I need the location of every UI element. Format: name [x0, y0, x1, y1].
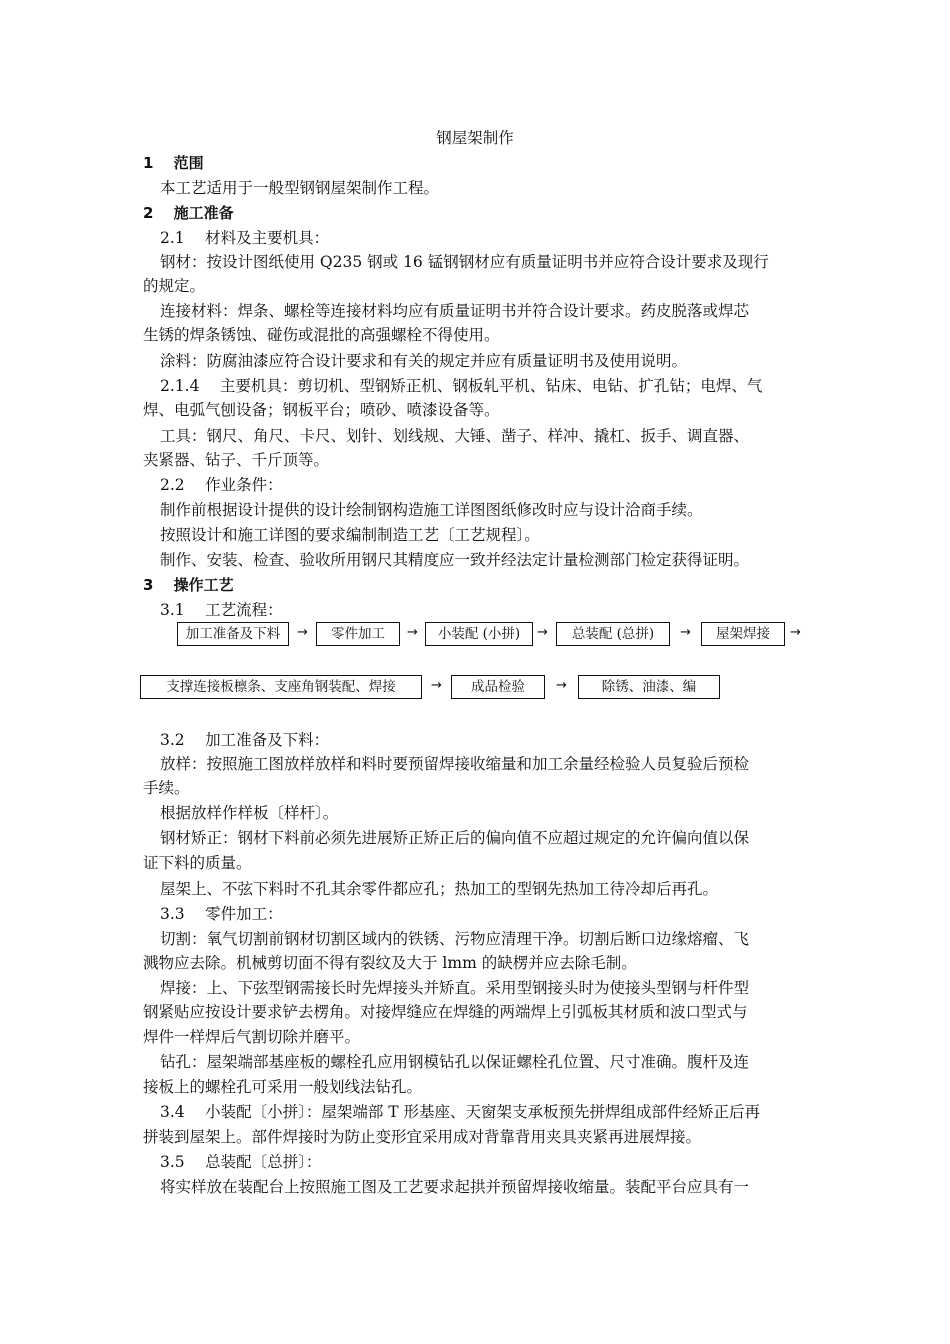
paragraph-line: 拼装到屋架上。部件焊接时为防止变形宜采用成对背靠背用夹具夹紧再进展焊接。: [143, 1128, 702, 1146]
paragraph-line: 接板上的螺栓孔可采用一般划线法钻孔。: [143, 1078, 423, 1096]
section-heading-2: 2 施工准备: [143, 204, 234, 222]
page-title: 钢屋架制作: [436, 129, 514, 147]
paragraph-line: 按照设计和施工详图的要求编制制造工艺〔工艺规程〕。: [160, 526, 540, 544]
flow-step-parts: 零件加工: [316, 622, 400, 646]
flow-step-welding: 屋架焊接: [701, 622, 785, 646]
paragraph-line: 焊、电弧气刨设备；钢板平台；喷砂、喷漆设备等。: [143, 401, 500, 419]
subsection-heading: 3.2 加工准备及下料：: [160, 731, 330, 749]
subsection-heading: 2.1 材料及主要机具：: [160, 229, 330, 247]
paragraph-line: 溅物应去除。机械剪切面不得有裂纹及大于 lmm 的缺楞并应去除毛制。: [143, 954, 637, 972]
paragraph-line: 将实样放在装配台上按照施工图及工艺要求起拱并预留焊接收缩量。装配平台应具有一: [160, 1178, 750, 1196]
paragraph-line: 夹紧器、钻子、千斤顶等。: [143, 451, 330, 469]
paragraph-line: 的规定。: [143, 277, 206, 295]
flow-arrow: →: [556, 678, 567, 693]
paragraph-line: 手续。: [143, 779, 190, 797]
paragraph-line: 根据放样作样板〔样杆〕。: [160, 804, 339, 822]
paragraph-line: 生锈的焊条锈蚀、碰伤或混批的高强螺栓不得使用。: [143, 326, 500, 344]
subsection-heading: 3.1 工艺流程：: [160, 601, 283, 619]
subsection-heading: 2.2 作业条件：: [160, 476, 283, 494]
flow-arrow: →: [790, 625, 801, 640]
paragraph-line: 钢紧贴应按设计要求铲去楞角。对接焊缝应在焊缝的两端焊上引弧板其材质和波口型式与: [143, 1003, 748, 1021]
paragraph-line: 钢材：按设计图纸使用 Q235 钢或 16 锰钢钢材应有质量证明书并应符合设计要求及现行: [160, 253, 769, 271]
subsection-heading: 2.1.4 主要机具：剪切机、型钢矫正机、钢板轧平机、钻床、电钻、扩孔钻；电焊、气: [160, 377, 763, 395]
paragraph-line: 切割：氧气切割前钢材切割区域内的铁锈、污物应清理干净。切割后断口边缘熔瘤、飞: [160, 930, 750, 948]
paragraph-line: 放样：按照施工图放样放样和料时要预留焊接收缩量和加工余量经检验人员复验后预检: [160, 755, 750, 773]
paragraph-line: 钢材矫正：钢材下料前必须先进展矫正矫正后的偏向值不应超过规定的允许偏向值以保: [160, 829, 750, 847]
flow-arrow: →: [407, 625, 418, 640]
flow-arrow: →: [537, 625, 548, 640]
paragraph-line: 工具：钢尺、角尺、卡尺、划针、划线规、大锤、凿子、样冲、撬杠、扳手、调直器、: [160, 427, 750, 445]
paragraph-line: 制作前根据设计提供的设计绘制钢构造施工详图图纸修改时应与设计洽商手续。: [160, 501, 703, 519]
paragraph-line: 钻孔：屋架端部基座板的螺栓孔应用钢模钻孔以保证螺栓孔位置、尺寸准确。腹杆及连: [160, 1053, 750, 1071]
flow-step-small-assembly: 小装配 (小拼): [425, 622, 533, 646]
section-heading-1: 1 范围: [143, 154, 204, 172]
subsection-heading: 3.4 小装配〔小拼〕：屋架端部 T 形基座、天窗架支承板预先拼焊组成部件经矫正后再: [160, 1103, 761, 1121]
flow-step-inspection: 成品检验: [451, 675, 545, 699]
subsection-heading: 3.3 零件加工：: [160, 905, 283, 923]
flow-arrow: →: [431, 678, 442, 693]
paragraph-line: 证下料的质量。: [143, 854, 252, 872]
paragraph-line: 涂料：防腐油漆应符合设计要求和有关的规定并应有质量证明书及使用说明。: [160, 352, 688, 370]
paragraph-line: 本工艺适用于一般型钢钢屋架制作工程。: [160, 179, 440, 197]
flow-step-support-assembly: 支撑连接板檩条、支座角钢装配、焊接: [140, 675, 422, 699]
paragraph-line: 连接材料：焊条、螺栓等连接材料均应有质量证明书并符合设计要求。药皮脱落或焊芯: [160, 302, 750, 320]
paragraph-line: 屋架上、不弦下料时不孔其余零件都应孔；热加工的型钢先热加工待冷却后再孔。: [160, 880, 719, 898]
section-heading-3: 3 操作工艺: [143, 576, 234, 594]
flow-arrow: →: [680, 625, 691, 640]
paragraph-line: 焊件一样焊后气割切除并磨平。: [143, 1028, 361, 1046]
subsection-heading: 3.5 总装配〔总拼〕：: [160, 1153, 322, 1171]
flow-step-painting: 除锈、油漆、编: [578, 675, 720, 699]
flow-arrow: →: [297, 625, 308, 640]
flow-step-full-assembly: 总装配 (总拼): [556, 622, 670, 646]
flow-step-prep: 加工准备及下料: [177, 622, 289, 646]
paragraph-line: 制作、安装、检查、验收所用钢尺其精度应一致并经法定计量检测部门检定获得证明。: [160, 551, 750, 569]
paragraph-line: 焊接：上、下弦型钢需接长时先焊接头并矫直。采用型钢接头时为使接头型钢与杆件型: [160, 979, 750, 997]
